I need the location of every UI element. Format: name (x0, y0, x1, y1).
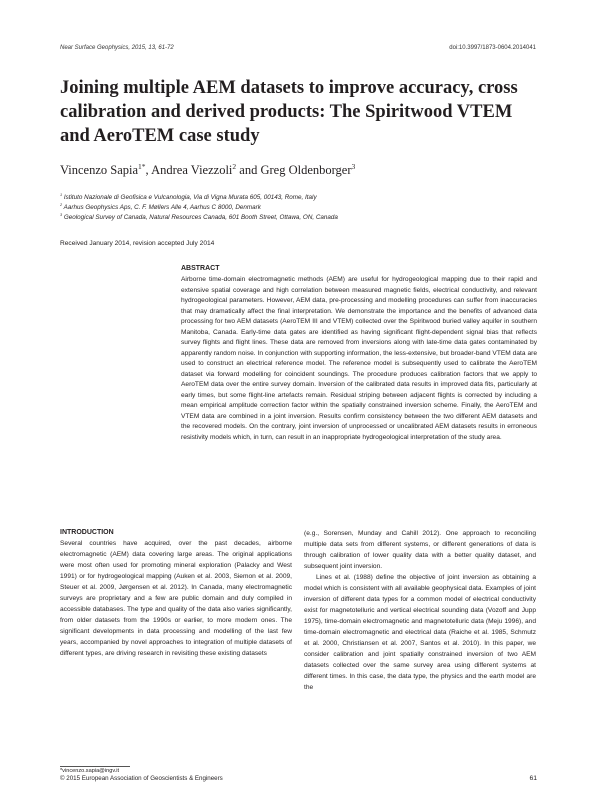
paper-title: Joining multiple AEM datasets to improve accuracy, cross calibration and derived products: The Spiritwood VTEM and AeroTEM case study (60, 78, 518, 146)
affiliation-text: Aarhus Geophysics Aps, C. F. Møllers Alle 4, Aarhus C 8000, Denmark (63, 204, 261, 211)
author-name: Vincenzo Sapia (60, 163, 139, 177)
author-separator: and (236, 163, 261, 177)
abstract-text: Airborne time-domain electromagnetic methods (AEM) are useful for hydrogeological mapping due to their rapid and extensive spatial coverage and high correlation between measured magnetic fields, electrical conductivity, and relevant hydrogeological parameters. However, AEM data, pre-processing and modelling procedures can suffer from inaccuracies that may dramatically affect the final interpretation. We demonstrate the importance and the benefits of advanced data processing for two AEM datasets (AeroTEM III and VTEM) collected over the Spiritwood buried valley aquifer in southern Manitoba, Canada. Early-time data gates are identified as having significant flight-dependent signal bias that reflects survey flights and flight lines. These data are removed from inversions along with late-time data gates contaminated by apparently random noise. In conjunction with supporting information, the less-extensive, but broader-band VTEM data are used to construct an electrical reference model. The reference model is subsequently used to calibrate the AeroTEM dataset via forward modelling for coincident soundings. The procedure produces calibration factors that we apply to AeroTEM data over the entire survey domain. Inversion of the calibrated data results in improved data fits, particularly at early times, but some flight-line artefacts remain. Residual striping between adjacent flights is corrected by including a mean empirical amplitude correction factor within the spatially constrained inversion scheme. Finally, the AeroTEM and VTEM data are combined in a joint inversion. Results confirm consistency between the two different AEM datasets and the recovered models. On the contrary, joint inversion of unprocessed or uncalibrated AEM datasets results in erroneous resistivity models which, in turn, can result in an inappropriate hydrogeological interpretation of the study area. (181, 276, 537, 441)
affiliation-text: Istituto Nazionale di Geofisica e Vulcanologia, Via di Vigna Murata 605, 00143, Rome, Italy (63, 194, 317, 201)
author-separator: , (145, 163, 152, 177)
left-column (60, 527, 292, 659)
copyright-notice: © 2015 European Association of Geoscientists & Engineers (60, 775, 223, 782)
body-paragraph: Several countries have acquired, over the past decades, airborne electromagnetic (AEM) data covering large areas. The original applications were most often used for promoting mineral exploration (Palacky and West 1991) or for hydrogeological mapping (Auken et al. 2003, Siemon et al. 2009, Steuer et al. 2009, Jørgensen et al. 2012). In Canada, many electromagnetic surveys are proprietary and a few are public domain and duly compiled in accessible databases. The type and quality of the data also varies significantly, from older datasets from the 1990s or earlier, to more modern ones. The significant developments in data processing and modelling of the last few years, accompanied by novel approaches to integration of multiple datasets of different types, are driving research in revisiting these existing datasets (60, 540, 292, 657)
received-date: Received January 2014, revision accepted July 2014 (60, 240, 215, 247)
corresponding-author-email[interactable]: *vincenzo.sapia@ingv.it (60, 768, 120, 774)
author-affiliation-mark: 3 (351, 161, 356, 171)
abstract-heading: ABSTRACT (181, 265, 220, 272)
author-affiliation-mark: 2 (232, 161, 237, 171)
affiliation (60, 194, 317, 201)
doi[interactable]: doi:10.3997/1873-0604.2014041 (449, 45, 536, 51)
author-affiliation-mark: 1* (138, 161, 146, 171)
right-column (304, 528, 536, 693)
body-paragraph: (e.g., Sorensen, Munday and Cahill 2012). One approach to reconciling multiple data sets from different systems, or different generations of data is through calibration of lower quality data with a better quality dataset, and subsequent joint inversion. (304, 530, 536, 570)
affiliation-number: 2 (60, 202, 63, 207)
footnote-divider (60, 766, 130, 767)
author-name: Andrea Viezzoli (151, 163, 233, 177)
author-name: Greg Oldenborger (260, 163, 352, 177)
affiliation-text: Geological Survey of Canada, Natural Resources Canada, 601 Booth Street, Ottawa, ON, Canada (63, 214, 338, 221)
section-heading-introduction: INTRODUCTION (60, 529, 114, 536)
journal-citation: Near Surface Geophysics, 2015, 13, 61-72 (60, 45, 174, 51)
affiliation (60, 214, 338, 221)
affiliation (60, 204, 261, 211)
affiliation-number: 3 (60, 212, 63, 217)
body-paragraph: Lines et al. (1988) define the objective of joint inversion as obtaining a model which is consistent with all available geophysical data. Examples of joint inversion of different data types for a common model of electrical conductivity exist for magnetotelluric and vertical electrical sounding data (Vozoff and Jupp 1975), time-domain electromagnetic and magnetotelluric data (Meju 1996), and time-domain electromagnetic and electrical data (Raiche et al. 1985, Schmutz et al. 2000, Christiansen et al. 2007, Santos et al. 2010). In this paper, we consider calibration and joint spatially constrained inversion of two AEM datasets collected over the same survey area using different systems at different times. In this case, the data type, the physics and the earth model are the (304, 574, 536, 691)
author-list (60, 163, 355, 178)
affiliation-number: 1 (60, 192, 63, 197)
page-number: 61 (529, 775, 537, 782)
